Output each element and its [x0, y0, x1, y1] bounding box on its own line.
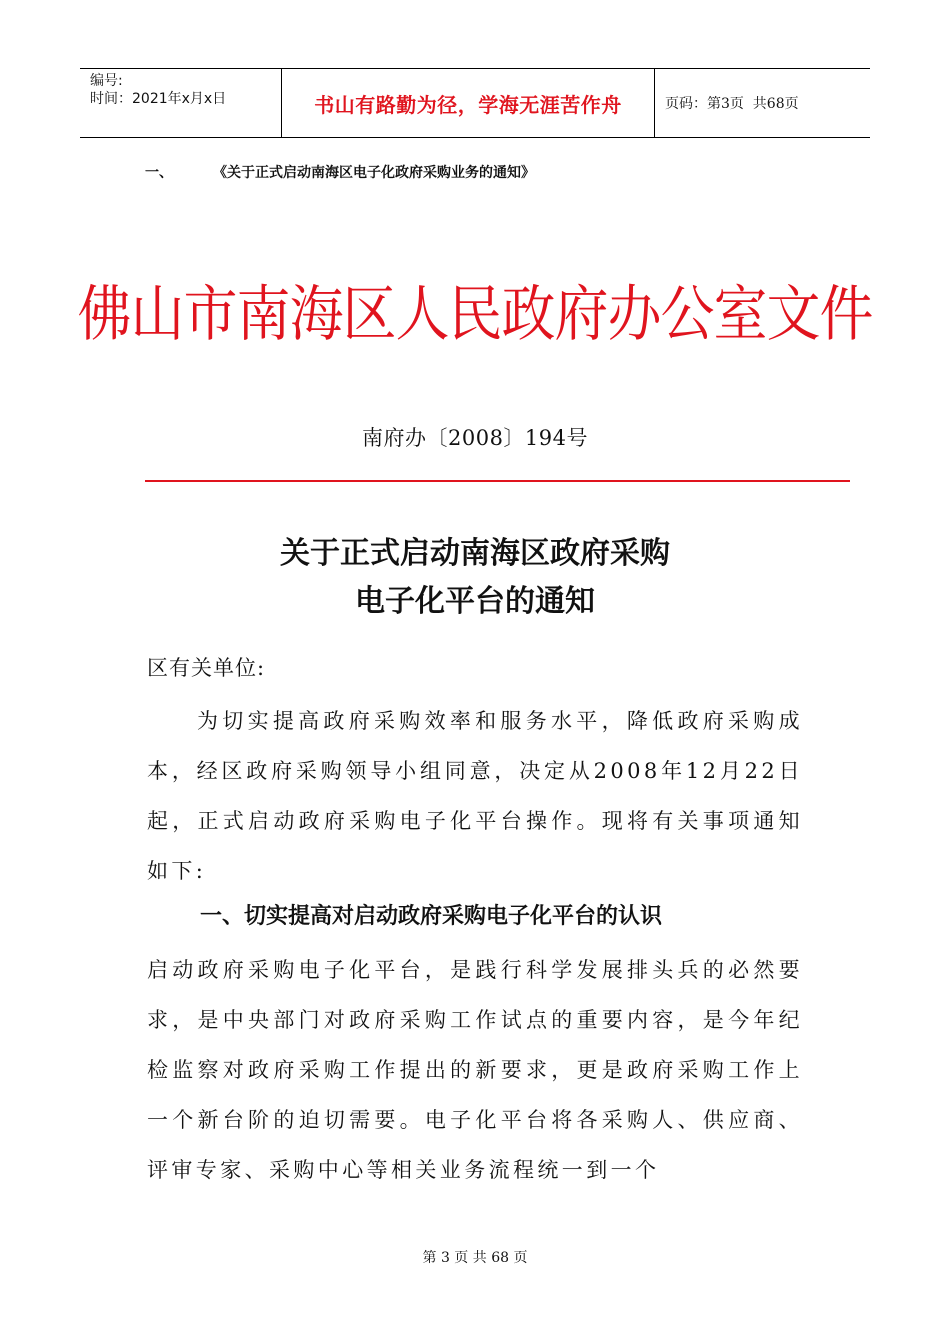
- salutation: 区有关单位:: [147, 656, 266, 680]
- section-heading: [145, 162, 535, 182]
- body-paragraph-2: 启动政府采购电子化平台，是践行科学发展排头兵的必然要求，是中央部门对政府采购工作试点的重要内容，是今年纪检监察对政府采购工作提出的新要求，更是政府采购工作上一个新台阶的迫切需要。电子化平台将各采购人、供应商、评审专家、采购中心等相关业务流程统一到一个: [147, 958, 803, 1182]
- section-title: 《关于正式启动南海区电子化政府采购业务的通知》: [213, 165, 535, 181]
- section-heading-1: 一、切实提高对启动政府采购电子化平台的认识: [200, 904, 663, 929]
- issuer-title: 佛山市南海区人民政府办公室文件: [77, 278, 873, 350]
- number-label: 编号:: [90, 73, 123, 89]
- page-footer: 第 3 页 共 68 页: [422, 1250, 528, 1266]
- page-header: [80, 68, 870, 138]
- notice-title-line1: 关于正式启动南海区政府采购: [280, 536, 670, 571]
- header-meta: [80, 69, 282, 137]
- notice-title-line2: 电子化平台的通知: [355, 584, 595, 619]
- header-page-info: [655, 69, 870, 137]
- section-number: 一、: [145, 165, 173, 181]
- body-paragraph-1: 为切实提高政府采购效率和服务水平，降低政府采购成本，经区政府采购领导小组同意，决定从2008年12月22日起，正式启动政府采购电子化平台操作。现将有关事项通知如下:: [147, 709, 803, 883]
- page-info-text: 页码：第3页 共68页: [665, 96, 799, 112]
- red-divider: [145, 480, 850, 482]
- document-number: 南府办〔2008〕194号: [361, 426, 589, 450]
- header-motto: 书山有路勤为径，学海无涯苦作舟: [282, 69, 655, 137]
- time-label: 时间：2021年x月x日: [90, 91, 227, 107]
- notice-title: [0, 530, 950, 626]
